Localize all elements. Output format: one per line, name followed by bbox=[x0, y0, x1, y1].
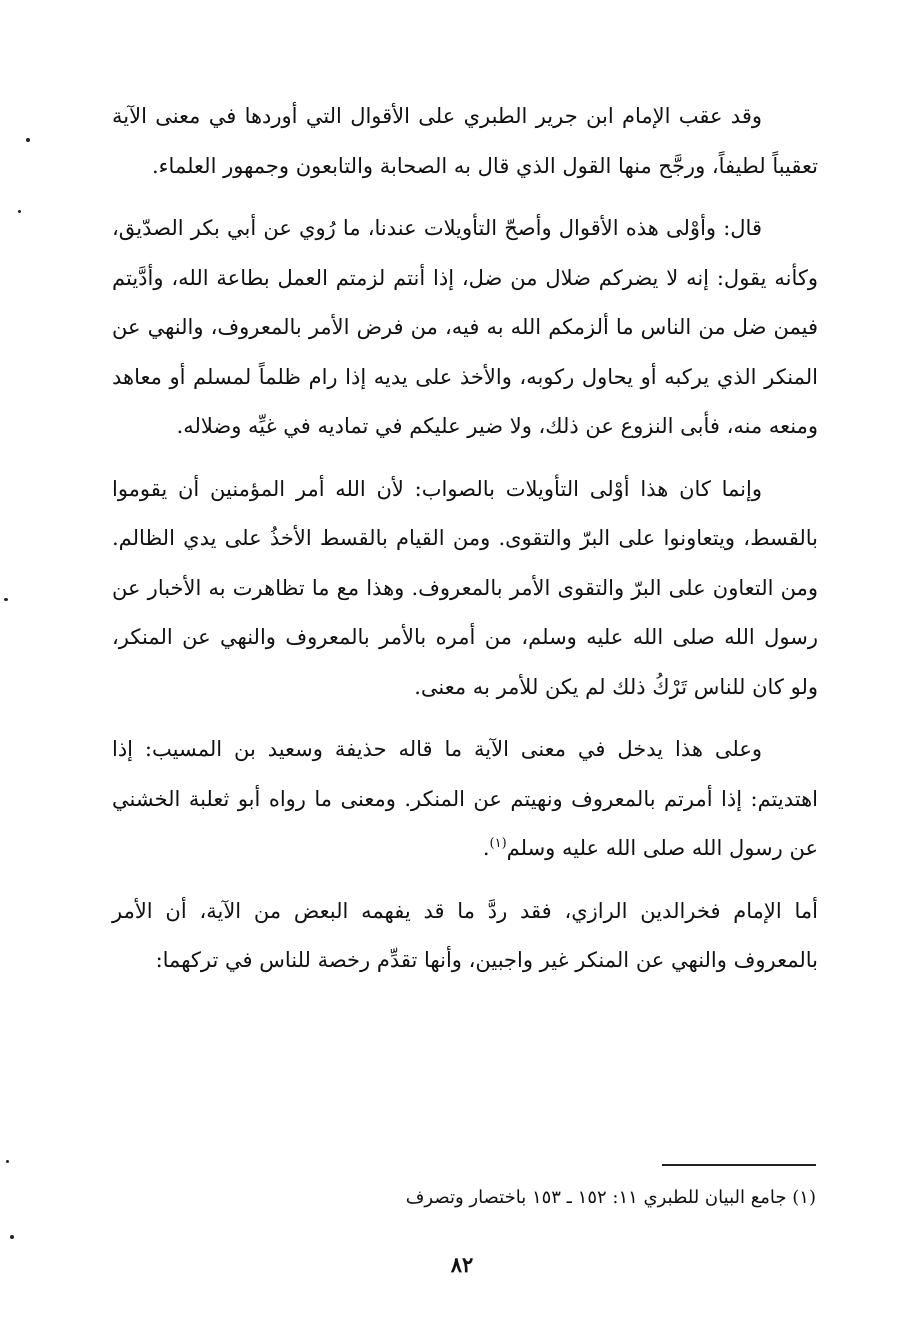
footnote-reference: (١) bbox=[489, 836, 507, 851]
paragraph-text: وعلى هذا يدخل في معنى الآية ما قاله حذيفة وسعيد بن المسيب: إذا اهتديتم: إذا أمرتم بالمعروف ونهيتم عن المنكر. ومعنى ما رواه أبو ثعلبة الخشني عن رسول الله صلى الله عليه وسلم bbox=[112, 737, 818, 860]
paragraph: وقد عقب الإمام ابن جرير الطبري على الأقوال التي أوردها في معنى الآية تعقيباً لطيفاً، ورجَّح منها القول الذي قال به الصحابة والتابعون وجمهور العلماء. bbox=[112, 104, 818, 178]
paragraph: أما الإمام فخرالدين الرازي، فقد ردَّ ما قد يفهمه البعض من الآية، أن الأمر بالمعروف والنهي عن المنكر غير واجبين، وأنها تقدِّم رخصة للناس في تركهما: bbox=[112, 898, 818, 972]
footnote-divider bbox=[662, 1164, 816, 1166]
paragraph: قال: وأوْلى هذه الأقوال وأصحّ التأويلات عندنا، ما رُوي عن أبي بكر الصدّيق، وكأنه يقول: إنه لا يضركم ضلال من ضل، إذا أنتم لزمتم العمل بطاعة الله، وأدَّيتم فيمن ضل من الناس ما ألزمكم الله به فيه، من فرض الأمر بالمعروف، والنهي عن المنكر الذي يركبه أو يحاول ركوبه، والأخذ على يديه إذا رام ظلماً لمسلم أو معاهد ومنعه منه، فأبى النزوع عن ذلك، ولا ضير عليكم في تماديه في غيِّه وضلاله. bbox=[112, 216, 818, 438]
page-body bbox=[112, 92, 818, 986]
page-number: ٨٢ bbox=[450, 1252, 474, 1277]
scan-speck bbox=[4, 598, 8, 601]
scan-speck bbox=[18, 210, 21, 213]
scan-speck bbox=[10, 1235, 14, 1239]
scan-speck bbox=[26, 138, 30, 142]
paragraph: وإنما كان هذا أوْلى التأويلات بالصواب: لأن الله أمر المؤمنين أن يقوموا بالقسط، ويتعاونوا على البرّ والتقوى. ومن القيام بالقسط الأخذُ على يدي الظالم. ومن التعاون على البرّ والتقوى الأمر بالمعروف. وهذا مع ما تظاهرت به الأخبار عن رسول الله صلى الله عليه وسلم، من أمره بالأمر بالمعروف والنهي عن المنكر، ولو كان للناس تَرْكُ ذلك لم يكن للأمر به معنى. bbox=[112, 476, 818, 699]
scan-speck bbox=[6, 1160, 9, 1163]
paragraph: وعلى هذا يدخل في معنى الآية ما قاله حذيفة وسعيد بن المسيب: إذا اهتديتم: إذا أمرتم بالمعروف ونهيتم عن المنكر. ومعنى ما رواه أبو ثعلبة الخشني عن رسول الله صلى الله عليه وسلم$^{(١)}$. bbox=[112, 737, 818, 860]
footnote: (١) جامع البيان للطبري ١١: ١٥٢ ـ ١٥٣ باختصار وتصرف bbox=[405, 1187, 816, 1208]
